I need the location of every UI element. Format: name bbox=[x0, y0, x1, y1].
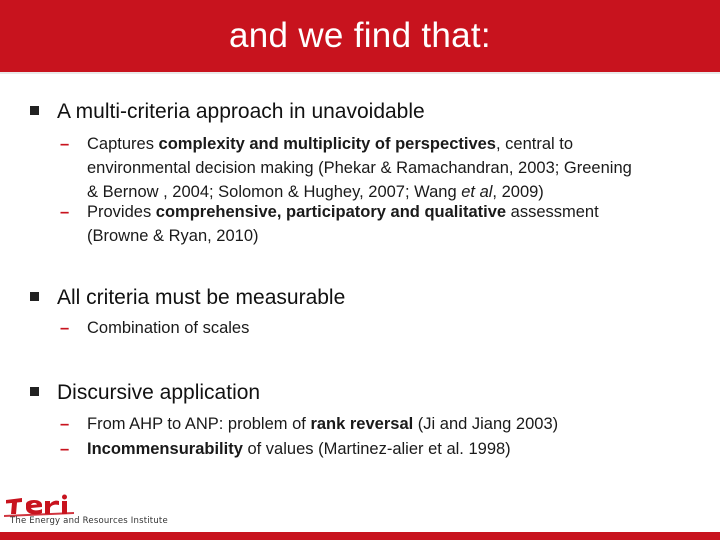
bottom-accent-bar bbox=[0, 532, 720, 540]
sub-bullet-1-2-text bbox=[87, 200, 667, 248]
logo-caption: The Energy and Resources Institute bbox=[10, 516, 168, 526]
bold-text: comprehensive, participatory and qualitative bbox=[155, 203, 507, 221]
title-bar bbox=[0, 0, 720, 72]
dash-bullet-icon: – bbox=[60, 319, 70, 337]
title-rule bbox=[0, 72, 720, 74]
bullet-1-text: A multi-criteria approach in unavoidable bbox=[57, 100, 425, 123]
sub-bullet-3-1-text bbox=[87, 412, 667, 436]
text-segment: environmental decision making (Phekar & Ramachandran, 2003; Greening bbox=[87, 159, 632, 177]
square-bullet-icon bbox=[30, 292, 39, 301]
text-segment: Combination of scales bbox=[87, 319, 250, 337]
sub-bullet-3-2-text bbox=[87, 437, 667, 461]
bullet-2-text: All criteria must be measurable bbox=[57, 286, 346, 309]
square-bullet-icon bbox=[30, 387, 39, 396]
text-segment: (Browne & Ryan, 2010) bbox=[87, 227, 259, 245]
italic-text: et al bbox=[461, 183, 493, 201]
teri-logo bbox=[4, 494, 196, 528]
text-line bbox=[87, 412, 667, 436]
dash-bullet-icon: – bbox=[60, 203, 70, 221]
text-segment: From AHP to ANP: problem of bbox=[87, 415, 311, 433]
slide-title: and we find that: bbox=[229, 16, 491, 55]
bold-text: complexity and multiplicity of perspectives bbox=[158, 135, 496, 153]
dash-bullet-icon: – bbox=[60, 440, 70, 458]
dash-bullet-icon: – bbox=[60, 135, 70, 153]
dash-bullet-icon: – bbox=[60, 415, 70, 433]
sub-bullet-1-1-text bbox=[87, 132, 667, 204]
text-line bbox=[87, 316, 667, 340]
text-line bbox=[87, 224, 667, 248]
text-segment: assessment bbox=[506, 203, 599, 221]
bold-text: Incommensurability bbox=[87, 440, 243, 458]
text-line bbox=[87, 437, 667, 461]
text-line bbox=[87, 156, 667, 180]
text-segment: & Bernow , 2004; Solomon & Hughey, 2007; Wang bbox=[87, 183, 462, 201]
bullet-3-text: Discursive application bbox=[57, 381, 261, 404]
text-segment: Provides bbox=[87, 203, 156, 221]
sub-bullet-2-1-text bbox=[87, 316, 667, 340]
text-segment: of values (Martinez-alier et al. 1998) bbox=[242, 440, 511, 458]
text-segment: (Ji and Jiang 2003) bbox=[413, 415, 559, 433]
teri-logo-icon bbox=[4, 494, 94, 518]
text-line bbox=[87, 132, 667, 156]
bold-text: rank reversal bbox=[310, 415, 414, 433]
text-segment: , 2009) bbox=[492, 183, 544, 201]
text-line bbox=[87, 200, 667, 224]
square-bullet-icon bbox=[30, 106, 39, 115]
text-segment: Captures bbox=[87, 135, 159, 153]
text-segment: , central to bbox=[495, 135, 574, 153]
